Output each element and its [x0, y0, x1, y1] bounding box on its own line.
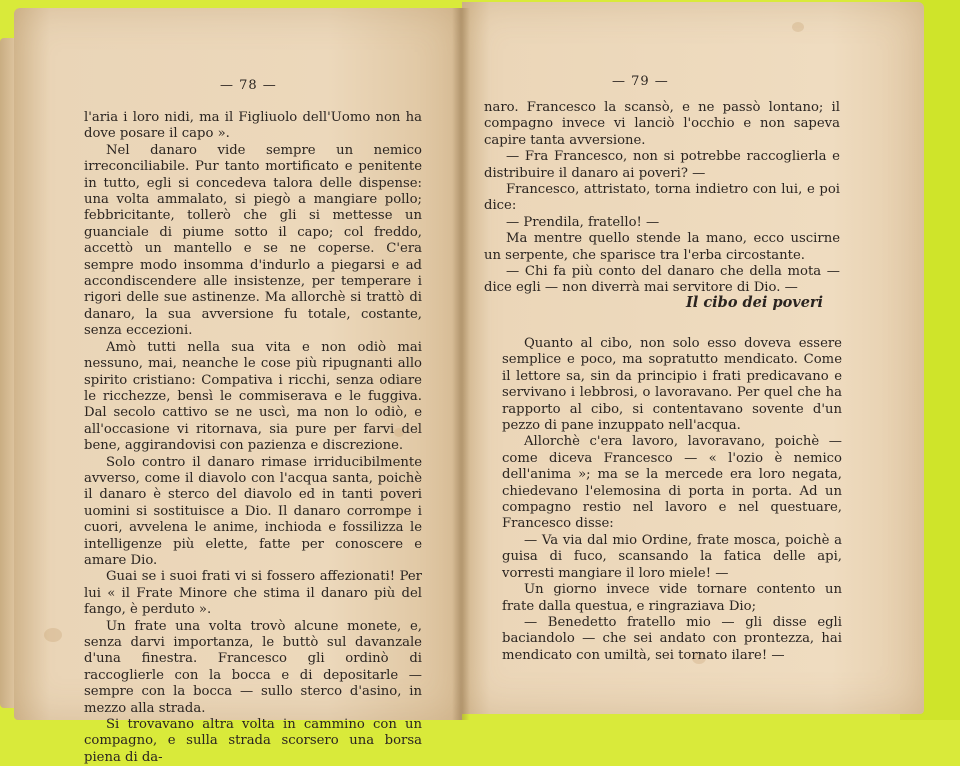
- paragraph: Amò tutti nella sua vita e non odiò mai nessuno, mai, neanche le cose più ripugnanti allo spirito cristiano: Compativa i ricchi, senza odiare le ricchezze, bensì le commiserava e le fuggiva. Dal secolo cattivo se ne uscì, ma non lo odiò, e all'occasione vi ritornava, sia pure per farvi del bene, aggirandovisi con pazienza e discrezione.: [84, 339, 422, 454]
- paragraph: Un giorno invece vide tornare contento un frate dalla questua, e ringraziava Dio;: [502, 582, 842, 614]
- paragraph: — Chi fa più conto del danaro che della mota — dice egli — non diverrà mai servitore di Dio. —: [484, 264, 840, 296]
- paragraph: Ma mentre quello stende la mano, ecco uscirne un serpente, che sparisce tra l'erba circostante.: [484, 231, 840, 263]
- paragraph: Si trovavano altra volta in cammino con un compagno, e sulla strada scorsero una borsa piena di da-: [84, 717, 422, 765]
- left-page-text: [84, 110, 422, 766]
- paragraph: Francesco, attristato, torna indietro con lui, e poi dice:: [484, 182, 840, 214]
- gutter: [452, 8, 470, 720]
- stain: [792, 22, 804, 32]
- page-number: — 78 —: [220, 78, 277, 93]
- paragraph: — Prendila, fratello! —: [506, 214, 660, 230]
- paragraph: — Fra Francesco, non si potrebbe raccoglierla e distribuire il danaro ai poveri? —: [484, 149, 840, 181]
- page-number: — 79 —: [612, 74, 669, 89]
- right-page: [462, 2, 924, 714]
- paragraph: Nel danaro vide sempre un nemico irreconciliabile. Pur tanto mortificato e penitente in tutto, egli si concedeva talora delle dispense: una volta ammalato, si piegò a mangiare pollo; febbricitante, tollerò che gli si mettesse un guanciale di piume sotto il capo; col freddo, accettò un mantello e se ne coperse. C'era sempre modo insomma d'indurlo a piegarsi e ad accondiscendere alle insistenze, per temperare i rigori delle sue astinenze. Ma allorchè si trattò di danaro, la sua avversione fu totale, costante, senza eccezioni.: [84, 142, 422, 339]
- paragraph: Guai se i suoi frati vi si fossero affezionati! Per lui « il Frate Minore che stima il danaro più del fango, è perduto ».: [84, 569, 422, 618]
- right-page-text-bottom: [502, 336, 842, 664]
- paragraph: — Va via dal mio Ordine, frate mosca, poichè a guisa di fuco, scansando la fatica delle api, vorresti mangiare il loro miele! —: [502, 532, 842, 581]
- paragraph: Solo contro il danaro rimase irriducibilmente avverso, come il diavolo con l'acqua santa, poichè il danaro è sterco del diavolo ed in tanti poveri uomini si sostituisce a Dio. Il danaro corrompe i cuori, avvelena le anime, inchioda e fossilizza le intelligenze più elette, fatte per conoscere e amare Dio.: [84, 454, 422, 568]
- open-book: [0, 8, 925, 765]
- paragraph: Quanto al cibo, non solo esso doveva essere semplice e poco, ma sopratutto mendicato. Come il lettore sa, sin da principio i frati predicavano e servivano i lebbrosi, o lavoravano. Per quel che ha rapporto al cibo, si contentavano sovente d'un pezzo di pane inzuppato nell'acqua.: [502, 336, 842, 434]
- stain: [44, 628, 62, 642]
- paragraph: — Benedetto fratello mio — gli disse egli baciandolo — che sei andato con prontezza, hai mendicato con umiltà, sei tornato ilare! —: [502, 614, 842, 663]
- left-page: [14, 8, 462, 765]
- paragraph: Un frate una volta trovò alcune monete, e, senza darvi importanza, le buttò sul davanzale d'una finestra. Francesco gli ordinò di raccoglierle con la bocca e di depositarle — sempre con la bocca — sullo sterco d'asino, in mezzo alla strada.: [84, 618, 422, 716]
- right-page-text-top: [484, 100, 840, 297]
- paragraph: l'aria i loro nidi, ma il Figliuolo dell'Uomo non ha dove posare il capo ».: [84, 110, 422, 142]
- paragraph: Allorchè c'era lavoro, lavoravano, poichè — come diceva Francesco — « l'ozio è nemico dell'anima »; ma se la mercede era loro negata, chiedevano l'elemosina di porta in porta. Ad un compagno restio nel lavoro e nel questuare, Francesco disse:: [502, 434, 842, 532]
- section-heading: Il cibo dei poveri: [686, 294, 824, 311]
- paragraph: naro. Francesco la scansò, e ne passò lontano; il compagno invece vi lanciò l'occhio e non sapeva capire tanta avversione.: [484, 100, 840, 148]
